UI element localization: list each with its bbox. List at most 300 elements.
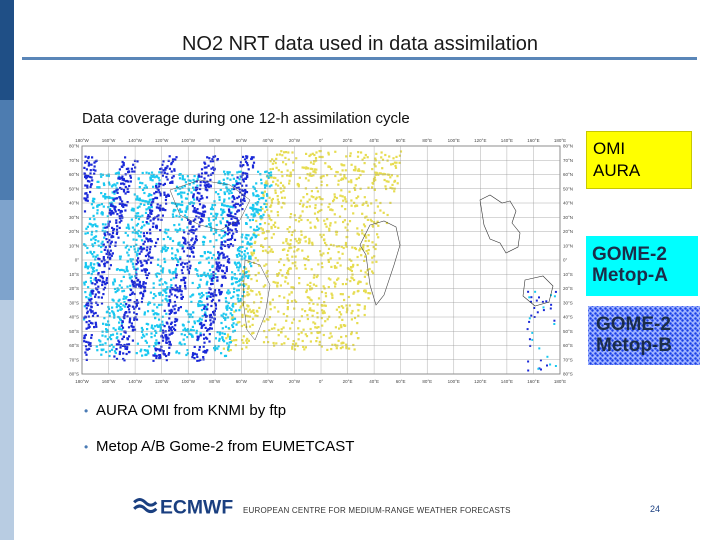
coverage-pixel [87,232,89,234]
coverage-pixel [343,164,345,166]
coverage-pixel [206,196,208,198]
coverage-pixel [135,269,137,271]
coverage-pixel [201,319,203,321]
coverage-pixel [324,320,326,322]
coverage-pixel [238,187,240,189]
coverage-pixel [201,327,203,329]
coverage-pixel [155,242,157,244]
coverage-pixel [385,188,387,190]
coverage-pixel [264,211,266,213]
coverage-pixel [351,164,353,166]
coverage-pixel [265,206,267,208]
coverage-pixel [315,157,317,159]
coverage-pixel [168,330,170,332]
coverage-pixel [118,322,120,324]
coverage-pixel [90,277,92,279]
coverage-pixel [546,365,548,367]
coverage-pixel [527,291,529,293]
coverage-pixel [257,234,259,236]
coverage-pixel [195,235,197,237]
coverage-pixel [178,224,180,226]
coverage-pixel [149,248,151,250]
coverage-pixel [224,173,226,175]
coverage-pixel [90,337,92,339]
coverage-pixel [171,293,173,295]
coverage-pixel [534,291,536,293]
coverage-pixel [218,180,220,182]
coverage-pixel [192,195,194,197]
coverage-pixel [131,170,133,172]
coverage-pixel [224,193,226,195]
coverage-pixel [175,284,177,286]
lat-tick-label: 50°S [563,328,573,334]
coverage-pixel [91,302,93,304]
coverage-pixel [529,317,531,319]
coverage-pixel [345,155,347,157]
coverage-pixel [340,189,342,191]
coverage-pixel [340,336,342,338]
coverage-pixel [349,259,351,261]
coverage-pixel [285,240,287,242]
coverage-pixel [330,332,332,334]
coverage-pixel [103,237,105,239]
coverage-pixel [282,242,284,244]
coverage-pixel [315,198,317,200]
lon-tick-label: 100°W [181,138,196,143]
coverage-pixel [187,268,189,270]
coverage-pixel [323,175,325,177]
coverage-pixel [123,190,125,192]
coverage-pixel [242,178,244,180]
coverage-pixel [174,308,176,310]
coverage-pixel [124,156,126,158]
coverage-pixel [181,279,183,281]
coverage-pixel [244,295,246,297]
coverage-pixel [209,319,211,321]
lat-tick-label: 60°N [68,172,79,177]
coverage-pixel [105,238,107,240]
coverage-pixel [87,304,89,306]
coverage-pixel [367,252,369,254]
coverage-pixel [228,307,230,309]
lat-tick-label: 20°N [68,229,79,234]
coverage-pixel [125,311,127,313]
coverage-pixel [132,266,134,268]
coverage-pixel [149,251,151,253]
lon-tick-label: 160°E [527,138,540,143]
coverage-pixel [280,150,282,152]
coverage-pixel [308,302,310,304]
coverage-pixel [358,280,360,282]
coverage-pixel [91,225,93,227]
coverage-pixel [212,208,214,210]
coverage-pixel [189,267,191,269]
coverage-pixel [227,335,229,337]
coverage-pixel [141,355,143,357]
coverage-pixel [133,245,135,247]
coverage-pixel [343,299,345,301]
coverage-pixel [235,309,237,311]
coverage-pixel [211,300,213,302]
coverage-pixel [176,350,178,352]
coverage-pixel [192,311,194,313]
coverage-pixel [168,305,170,307]
coverage-pixel [336,309,338,311]
coverage-pixel [222,315,224,317]
coverage-pixel [339,195,341,197]
coverage-pixel [85,228,87,230]
coverage-pixel [131,208,133,210]
coverage-pixel [199,346,201,348]
coverage-pixel [250,265,252,267]
lat-tick-label: 30°N [68,214,79,220]
coverage-pixel [142,295,144,297]
coverage-pixel [157,264,159,266]
coverage-pixel [270,226,272,228]
coverage-pixel [92,293,94,295]
coverage-pixel [92,200,94,202]
coverage-pixel [235,228,237,230]
coverage-pixel [206,298,208,300]
coverage-pixel [156,276,158,278]
coverage-pixel [531,332,533,334]
coverage-pixel [209,269,211,271]
coverage-pixel [93,215,95,217]
coverage-pixel [152,310,154,312]
coverage-pixel [288,231,290,233]
coverage-pixel [175,190,177,192]
coverage-pixel [290,174,292,176]
coverage-pixel [280,191,282,193]
coverage-pixel [127,191,129,193]
coverage-pixel [355,248,357,250]
coverage-pixel [307,318,309,320]
coverage-pixel [162,269,164,271]
coverage-pixel [192,205,194,207]
coverage-pixel [326,226,328,228]
coverage-pixel [162,340,164,342]
coverage-pixel [131,281,133,283]
coverage-pixel [192,226,194,228]
coverage-pixel [95,230,97,232]
coverage-pixel [139,182,141,184]
coverage-pixel [224,234,226,236]
coverage-pixel [334,285,336,287]
coverage-pixel [284,157,286,159]
coverage-pixel [134,193,136,195]
coverage-pixel [212,172,214,174]
coverage-pixel [107,261,109,263]
coverage-pixel [235,344,237,346]
coverage-pixel [342,253,344,255]
coverage-pixel [210,293,212,295]
coverage-pixel [291,348,293,350]
coverage-pixel [212,204,214,206]
coverage-pixel [85,296,87,298]
coverage-pixel [290,213,292,215]
coverage-pixel [209,252,211,254]
coverage-pixel [203,236,205,238]
coverage-pixel [308,242,310,244]
coverage-pixel [146,186,148,188]
coverage-pixel [386,180,388,182]
coverage-pixel [179,256,181,258]
coverage-pixel [331,294,333,296]
coverage-pixel [246,243,248,245]
coverage-pixel [95,324,97,326]
coverage-pixel [323,234,325,236]
coverage-pixel [84,351,86,353]
coverage-pixel [102,174,104,176]
coverage-pixel [126,337,128,339]
lon-tick-label: 20°W [288,138,300,143]
coverage-pixel [342,293,344,295]
coverage-pixel [307,256,309,258]
coverage-pixel [219,253,221,255]
coverage-pixel [198,293,200,295]
coverage-pixel [145,237,147,239]
coverage-pixel [154,330,156,332]
coverage-pixel [216,159,218,161]
coverage-pixel [314,213,316,215]
coverage-pixel [250,246,252,248]
coverage-pixel [346,309,348,311]
coverage-pixel [310,332,312,334]
coverage-pixel [171,257,173,259]
coverage-pixel [232,326,234,328]
coverage-pixel [242,164,244,166]
coverage-pixel [193,357,195,359]
coverage-pixel [123,276,125,278]
coverage-pixel [118,209,120,211]
coverage-pixel [395,167,397,169]
coverage-pixel [340,324,342,326]
coverage-pixel [212,321,214,323]
coverage-pixel [182,175,184,177]
coverage-pixel [226,309,228,311]
coverage-pixel [232,224,234,226]
coverage-pixel [208,295,210,297]
coverage-pixel [293,308,295,310]
coverage-pixel [240,305,242,307]
coverage-pixel [98,186,100,188]
coverage-pixel [142,221,144,223]
coverage-pixel [303,329,305,331]
coverage-pixel [195,228,197,230]
coverage-pixel [177,290,179,292]
coverage-pixel [346,278,348,280]
coverage-pixel [244,192,246,194]
coverage-pixel [89,218,91,220]
coverage-pixel [236,217,238,219]
coverage-pixel [180,294,182,296]
coverage-pixel [144,290,146,292]
coverage-pixel [245,223,247,225]
coverage-pixel [110,236,112,238]
coverage-pixel [399,162,401,164]
coverage-pixel [97,209,99,211]
coverage-pixel [104,335,106,337]
coverage-pixel [92,290,94,292]
coverage-pixel [317,190,319,192]
coverage-pixel [260,179,262,181]
coverage-pixel [166,249,168,251]
coverage-pixel [141,215,143,217]
coverage-pixel [220,352,222,354]
coverage-pixel [306,289,308,291]
coverage-pixel [342,342,344,344]
coverage-pixel [158,304,160,306]
coverage-pixel [168,317,170,319]
lat-tick-label: 40°S [563,314,573,320]
coverage-pixel [124,344,126,346]
coverage-pixel [98,272,100,274]
coverage-pixel [93,162,95,164]
coverage-pixel [263,320,265,322]
coverage-pixel [123,178,125,180]
lon-tick-label: 100°W [181,379,196,384]
coverage-pixel [134,229,136,231]
coverage-pixel [308,238,310,240]
coverage-pixel [243,324,245,326]
coverage-pixel [183,279,185,281]
coverage-pixel [151,210,153,212]
coverage-pixel [241,236,243,238]
coverage-pixel [245,346,247,348]
coverage-pixel [296,267,298,269]
coverage-pixel [120,199,122,201]
coverage-pixel [88,324,90,326]
coverage-pixel [311,190,313,192]
coverage-pixel [171,252,173,254]
coverage-pixel [227,233,229,235]
coverage-pixel [291,291,293,293]
coverage-pixel [334,196,336,198]
coverage-pixel [161,335,163,337]
coverage-pixel [147,351,149,353]
coverage-pixel [380,156,382,158]
coverage-pixel [109,257,111,259]
coverage-pixel [97,286,99,288]
coverage-pixel [87,175,89,177]
coverage-pixel [98,263,100,265]
coverage-pixel [302,205,304,207]
coverage-pixel [161,251,163,253]
lat-tick-label: 40°S [69,314,79,320]
coverage-pixel [142,172,144,174]
coverage-pixel [274,222,276,224]
coverage-pixel [313,163,315,165]
coverage-pixel [250,278,252,280]
coverage-pixel [364,162,366,164]
coverage-pixel [224,355,226,357]
coverage-pixel [292,343,294,345]
coverage-pixel [121,205,123,207]
coverage-pixel [165,339,167,341]
coverage-pixel [198,349,200,351]
coverage-pixel [248,287,250,289]
coverage-pixel [252,166,254,168]
coverage-pixel [255,257,257,259]
coverage-pixel [345,242,347,244]
coverage-pixel [336,197,338,199]
lat-tick-label: 60°N [563,172,574,177]
coverage-pixel [128,308,130,310]
coverage-pixel [236,294,238,296]
coverage-pixel [201,309,203,311]
coverage-pixel [204,251,206,253]
coverage-pixel [167,229,169,231]
coverage-pixel [264,191,266,193]
coverage-pixel [148,301,150,303]
coverage-pixel [307,219,309,221]
coverage-pixel [261,182,263,184]
coverage-pixel [295,157,297,159]
coverage-pixel [132,340,134,342]
coverage-pixel [171,247,173,249]
coverage-pixel [93,270,95,272]
coverage-pixel [223,348,225,350]
coverage-pixel [239,178,241,180]
coverage-pixel [208,340,210,342]
coverage-pixel [199,198,201,200]
coverage-pixel [272,168,274,170]
coverage-pixel [202,207,204,209]
coverage-pixel [283,264,285,266]
coverage-pixel [251,156,253,158]
coverage-pixel [400,150,402,152]
coverage-pixel [226,342,228,344]
coverage-pixel [276,154,278,156]
coverage-pixel [377,225,379,227]
coverage-pixel [317,326,319,328]
coverage-pixel [164,290,166,292]
coverage-pixel [305,166,307,168]
coverage-pixel [168,347,170,349]
coverage-pixel [152,186,154,188]
coverage-pixel [146,232,148,234]
coverage-pixel [203,324,205,326]
coverage-pixel [211,158,213,160]
coverage-pixel [174,294,176,296]
coverage-pixel [118,328,120,330]
coverage-pixel [274,306,276,308]
coverage-pixel [100,251,102,253]
coverage-pixel [371,186,373,188]
coverage-pixel [287,300,289,302]
coverage-pixel [277,195,279,197]
coverage-pixel [305,268,307,270]
coverage-pixel [286,238,288,240]
coverage-pixel [334,175,336,177]
coverage-pixel [88,162,90,164]
coverage-pixel [141,337,143,339]
coverage-pixel [352,344,354,346]
coverage-pixel [148,255,150,257]
coverage-pixel [202,358,204,360]
coverage-pixel [293,318,295,320]
coverage-pixel [159,354,161,356]
coverage-pixel [179,285,181,287]
coverage-pixel [330,222,332,224]
coverage-pixel [187,313,189,315]
coverage-pixel [249,326,251,328]
coverage-pixel [89,343,91,345]
coverage-pixel [138,285,140,287]
coverage-pixel [147,214,149,216]
coverage-pixel [168,310,170,312]
coverage-pixel [89,191,91,193]
